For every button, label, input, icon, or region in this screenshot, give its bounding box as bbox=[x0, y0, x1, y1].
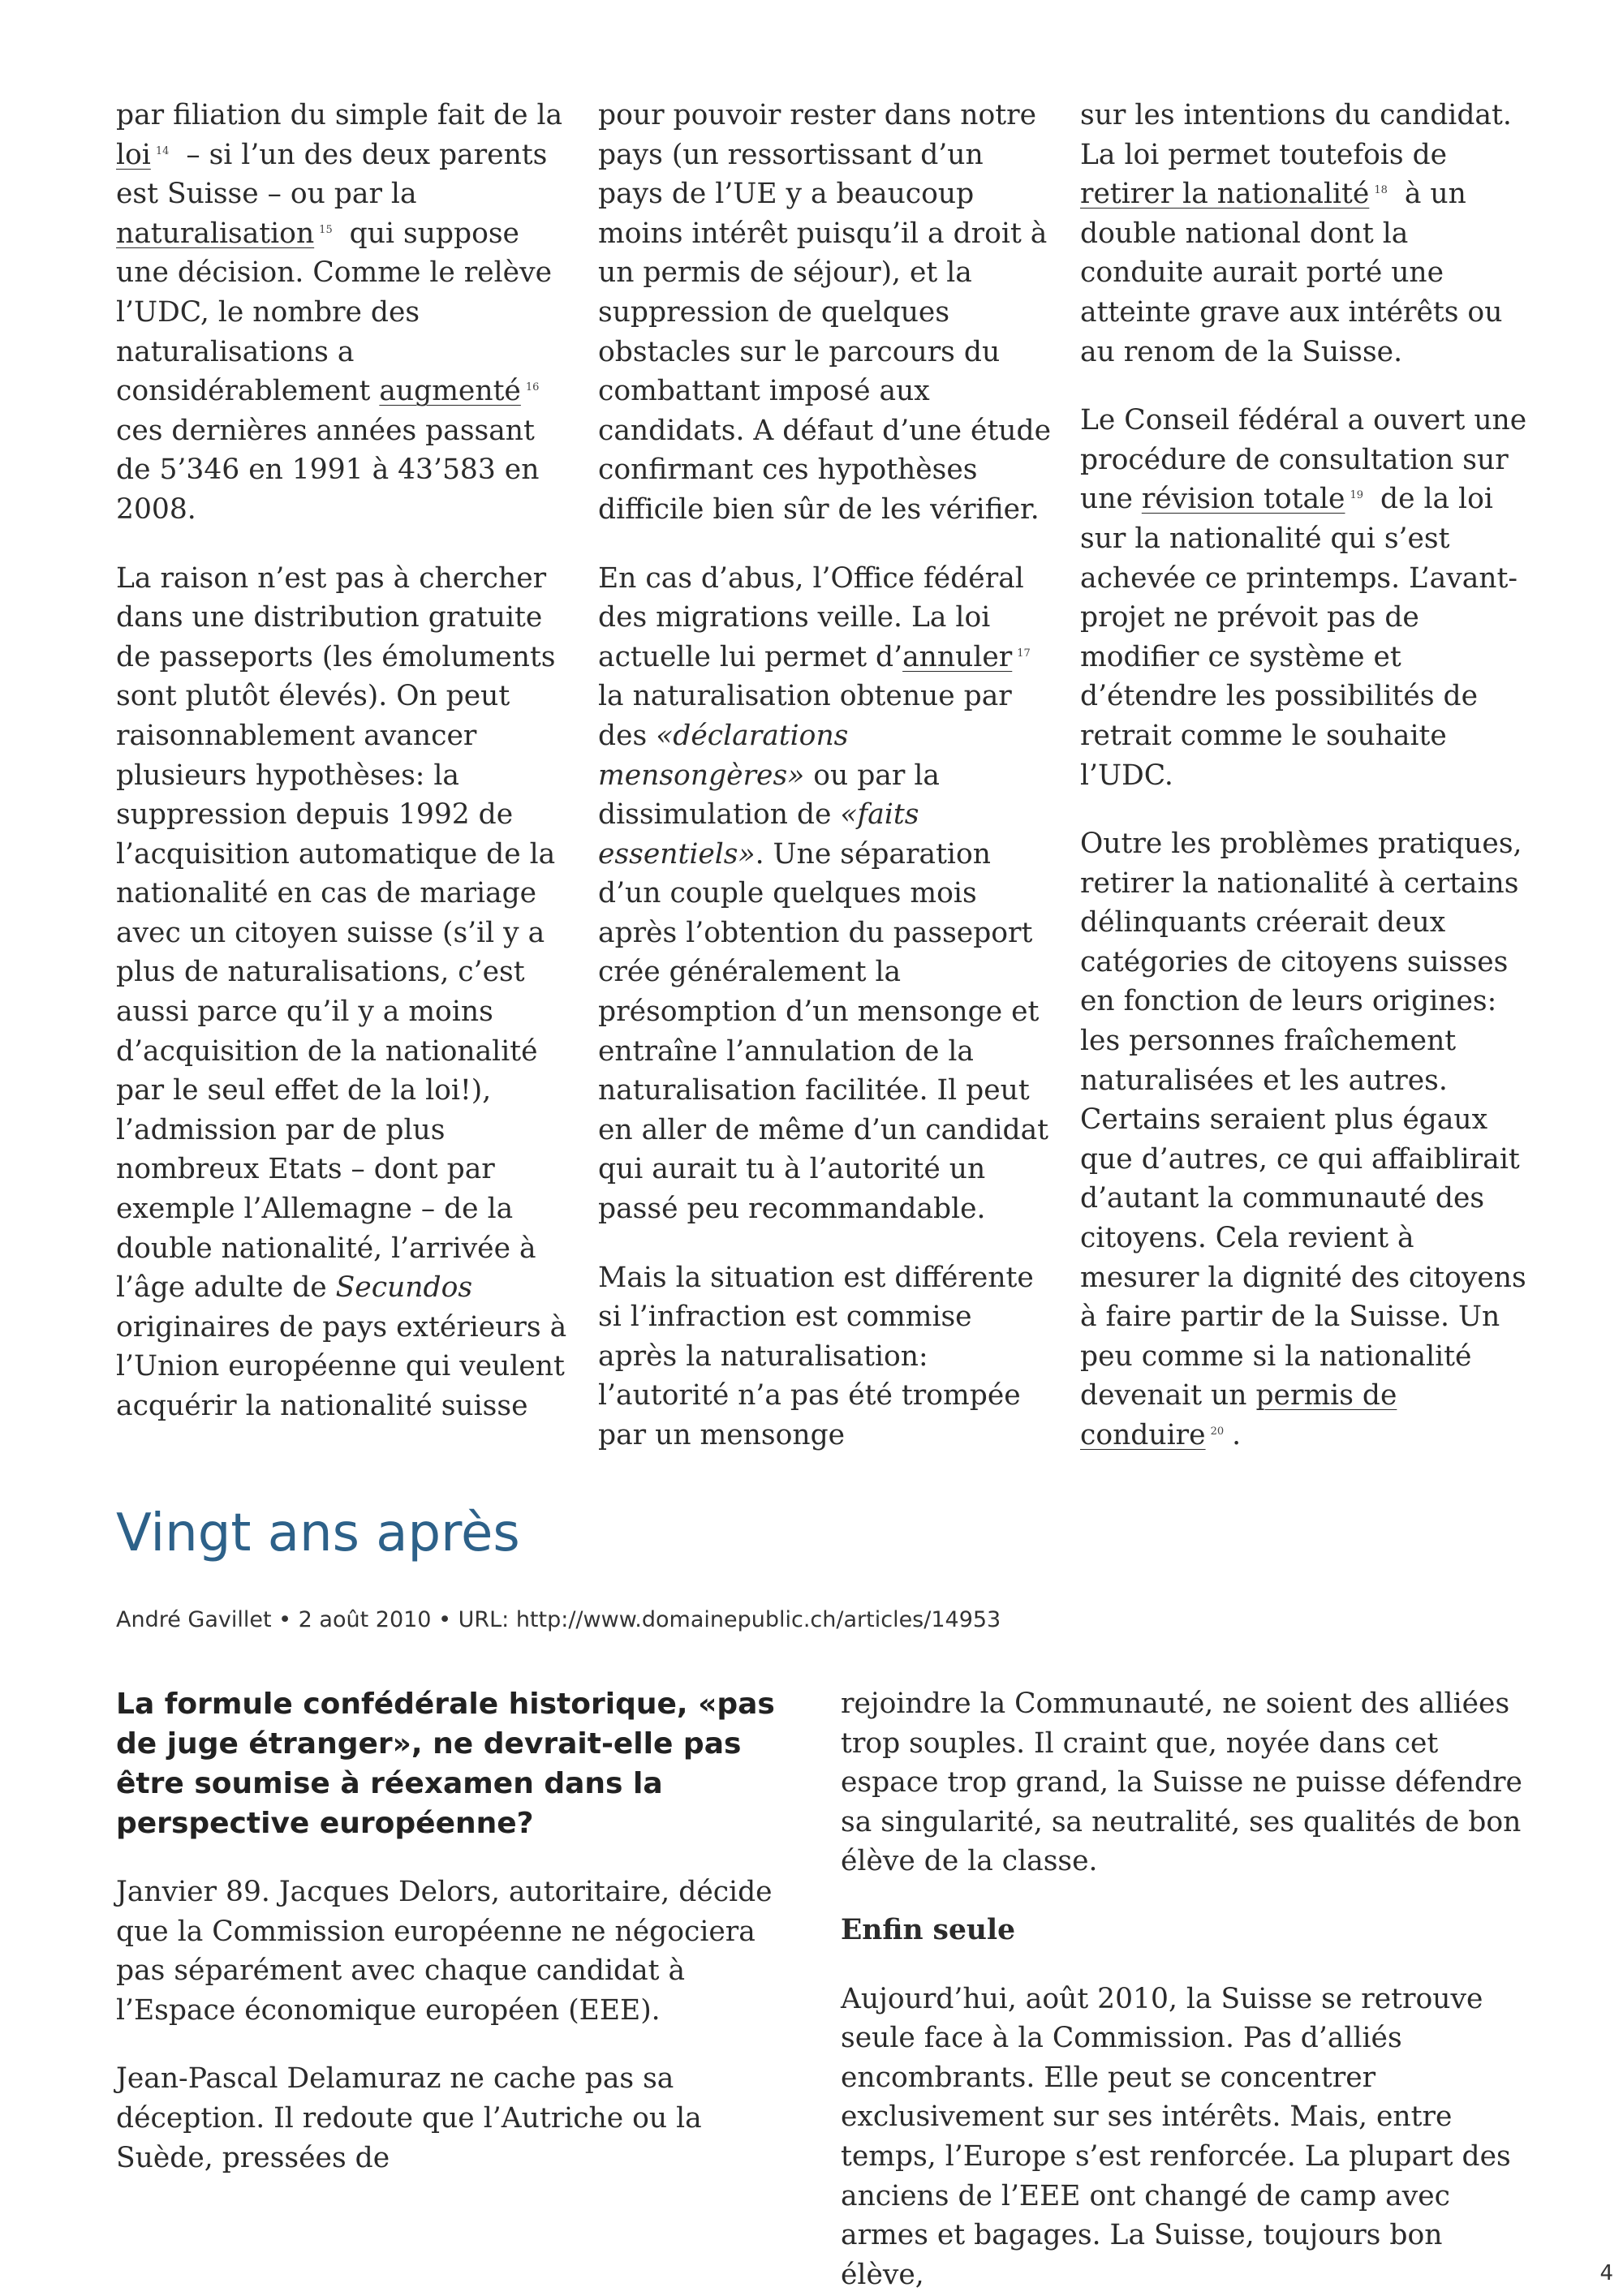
link-naturalisation[interactable]: naturalisation bbox=[116, 217, 315, 250]
text: à un double national dont la conduite aurait porté une atteinte grave aux intérêts ou au renom de la Suisse. bbox=[1080, 178, 1503, 368]
text: originaires de pays extérieurs à l’Union européenne qui veulent acquérir la nationalité suisse bbox=[116, 1310, 567, 1422]
paragraph bbox=[1080, 401, 1535, 795]
footnote-ref: 14 bbox=[155, 144, 170, 157]
paragraph: pour pouvoir rester dans notre pays (un ressortissant d’un pays de l’UE y a beaucoup moins intérêt puisqu’il a droit à un permis de séjour), et la suppression de quelques obstacles sur le parcours du combattant imposé aux candidats. A défaut d’une étude confirmant ces hypothèses difficile bien sûr de les vérifier. bbox=[598, 99, 1052, 526]
page-number: 4 bbox=[1599, 2261, 1613, 2285]
link-retirer-la-nationalite[interactable]: retirer la nationalité bbox=[1080, 178, 1370, 211]
text: de la loi sur la nationalité qui s’est achevée ce printemps. L’avant-projet ne prévoit pas de modifier ce système et d’étendre les possibilités de retrait comme le souhaite l’UDC. bbox=[1080, 483, 1518, 792]
paragraph: Aujourd’hui, août 2010, la Suisse se retrouve seule face à la Commission. Pas d’alliés encombrants. Elle peut se concentrer exclusivement sur ses intérêts. Mais, entre temps, l’Europe s’est renforcée. La plupart des anciens de l’EEE ont changé de camp avec armes et bagages. La Suisse, toujours bon élève, bbox=[841, 1982, 1511, 2291]
text: – si l’un des deux parents est Suisse – ou par la bbox=[116, 138, 548, 211]
article-lead: La formule confédérale historique, «pas de juge étranger», ne devrait-elle pas être soumise à réexamen dans la perspective européenne? bbox=[116, 1688, 775, 1840]
paragraph bbox=[116, 559, 570, 1426]
footnote-ref: 17 bbox=[1017, 647, 1031, 660]
text: ces dernières années passant de 5’346 en 1991 à 43’583 en 2008. bbox=[116, 414, 540, 526]
paragraph: Janvier 89. Jacques Delors, autoritaire, décide que la Commission européenne ne négociera pas séparément avec chaque candidat à l’Espace économique européen (EEE). bbox=[116, 1876, 773, 2027]
paragraph bbox=[1080, 96, 1535, 372]
text: sur les intentions du candidat. La loi permet toutefois de bbox=[1080, 99, 1512, 171]
link-revision-totale[interactable]: révision totale bbox=[1141, 483, 1345, 516]
text: En cas d’abus, l’Office fédéral des migrations veille. La loi actuelle lui permet d’ bbox=[598, 561, 1024, 673]
article2-column-2 bbox=[841, 1684, 1530, 2294]
emphasis-text: «faits essentiels» bbox=[598, 798, 919, 871]
article1-column-2 bbox=[598, 96, 1053, 1455]
paragraph bbox=[1080, 824, 1535, 1455]
paragraph: Jean-Pascal Delamuraz ne cache pas sa déception. Il redoute que l’Autriche ou la Suède, pressées de bbox=[116, 2062, 702, 2174]
footnote-ref: 18 bbox=[1374, 184, 1388, 197]
link-augmente[interactable]: augmenté bbox=[379, 375, 521, 408]
footnote-ref: 16 bbox=[525, 381, 540, 394]
text: la naturalisation obtenue par des bbox=[598, 680, 1012, 752]
article2-column-1 bbox=[116, 1684, 806, 2178]
text: . bbox=[1232, 1419, 1242, 1451]
emphasis-text: «déclarations mensongères» bbox=[598, 719, 849, 792]
paragraph bbox=[116, 96, 570, 530]
emphasis-text: Secundos bbox=[335, 1271, 473, 1305]
text: qui suppose une décision. Comme le relève l’UDC, le nombre des naturalisations a considérablement bbox=[116, 217, 553, 408]
text: par filiation du simple fait de la bbox=[116, 99, 563, 131]
paragraph bbox=[598, 559, 1053, 1229]
article1-column-1 bbox=[116, 96, 570, 1426]
text: Outre les problèmes pratiques, retirer la nationalité à certains délinquants créerait deux catégories de citoyens suisses en fonction de leurs origines: les personnes fraîchement naturalisées et les autres. Certains seraient plus égaux que d’autres, ce qui affaiblirait d’autant la communauté des citoyens. Cela revient à mesurer la dignité des citoyens à faire partir de la Suisse. Un peu comme si la nationalité devenait un bbox=[1080, 828, 1526, 1412]
text: Le Conseil fédéral a ouvert une procédure de consultation sur une bbox=[1080, 404, 1527, 516]
section-subheading: Enfin seule bbox=[841, 1913, 1016, 1946]
article-title: Vingt ans après bbox=[116, 1503, 520, 1563]
link-annuler[interactable]: annuler bbox=[902, 640, 1013, 673]
article1-column-3 bbox=[1080, 96, 1535, 1455]
link-loi[interactable]: loi bbox=[116, 138, 151, 171]
text: ou par la dissimulation de bbox=[598, 759, 940, 832]
footnote-ref: 19 bbox=[1350, 489, 1364, 502]
footnote-ref: 15 bbox=[319, 223, 333, 236]
paragraph: rejoindre la Communauté, ne soient des alliées trop souples. Il craint que, noyée dans cet espace trop grand, la Suisse ne puisse défendre sa singularité, sa neutralité, ses qualités de bon élève de la classe. bbox=[841, 1688, 1522, 1878]
paragraph: Mais la situation est différente si l’infraction est commise après la naturalisation: l’autorité n’a pas été trompée par un mensonge bbox=[598, 1261, 1034, 1451]
text: . Une séparation d’un couple quelques mois après l’obtention du passeport crée généralement la présomption d’un mensonge et entraîne l’annulation de la naturalisation facilitée. Il peut en aller de même d’un candidat qui aurait tu à l’autorité un passé peu recommandable. bbox=[598, 837, 1049, 1226]
text: La raison n’est pas à chercher dans une distribution gratuite de passeports (les émoluments sont plutôt élevés). On peut raisonnablement avancer plusieurs hypothèses: la suppression depuis 1992 de l’acquisition automatique de la nationalité en cas de mariage avec un citoyen suisse (s’il y a plus de naturalisations, c’est aussi parce qu’il y a moins d’acquisition de la nationalité par le seul effet de la loi!), l’admission par de plus nombreux Etats – dont par exemple l’Allemagne – de la double nationalité, l’arrivée à l’âge adulte de bbox=[116, 561, 556, 1305]
link-permis-de-conduire[interactable]: permis de conduire bbox=[1080, 1379, 1397, 1451]
footnote-ref: 20 bbox=[1210, 1425, 1225, 1438]
article-byline: André Gavillet • 2 août 2010 • URL: http://www.domainepublic.ch/articles/14953 bbox=[116, 1607, 1001, 1632]
